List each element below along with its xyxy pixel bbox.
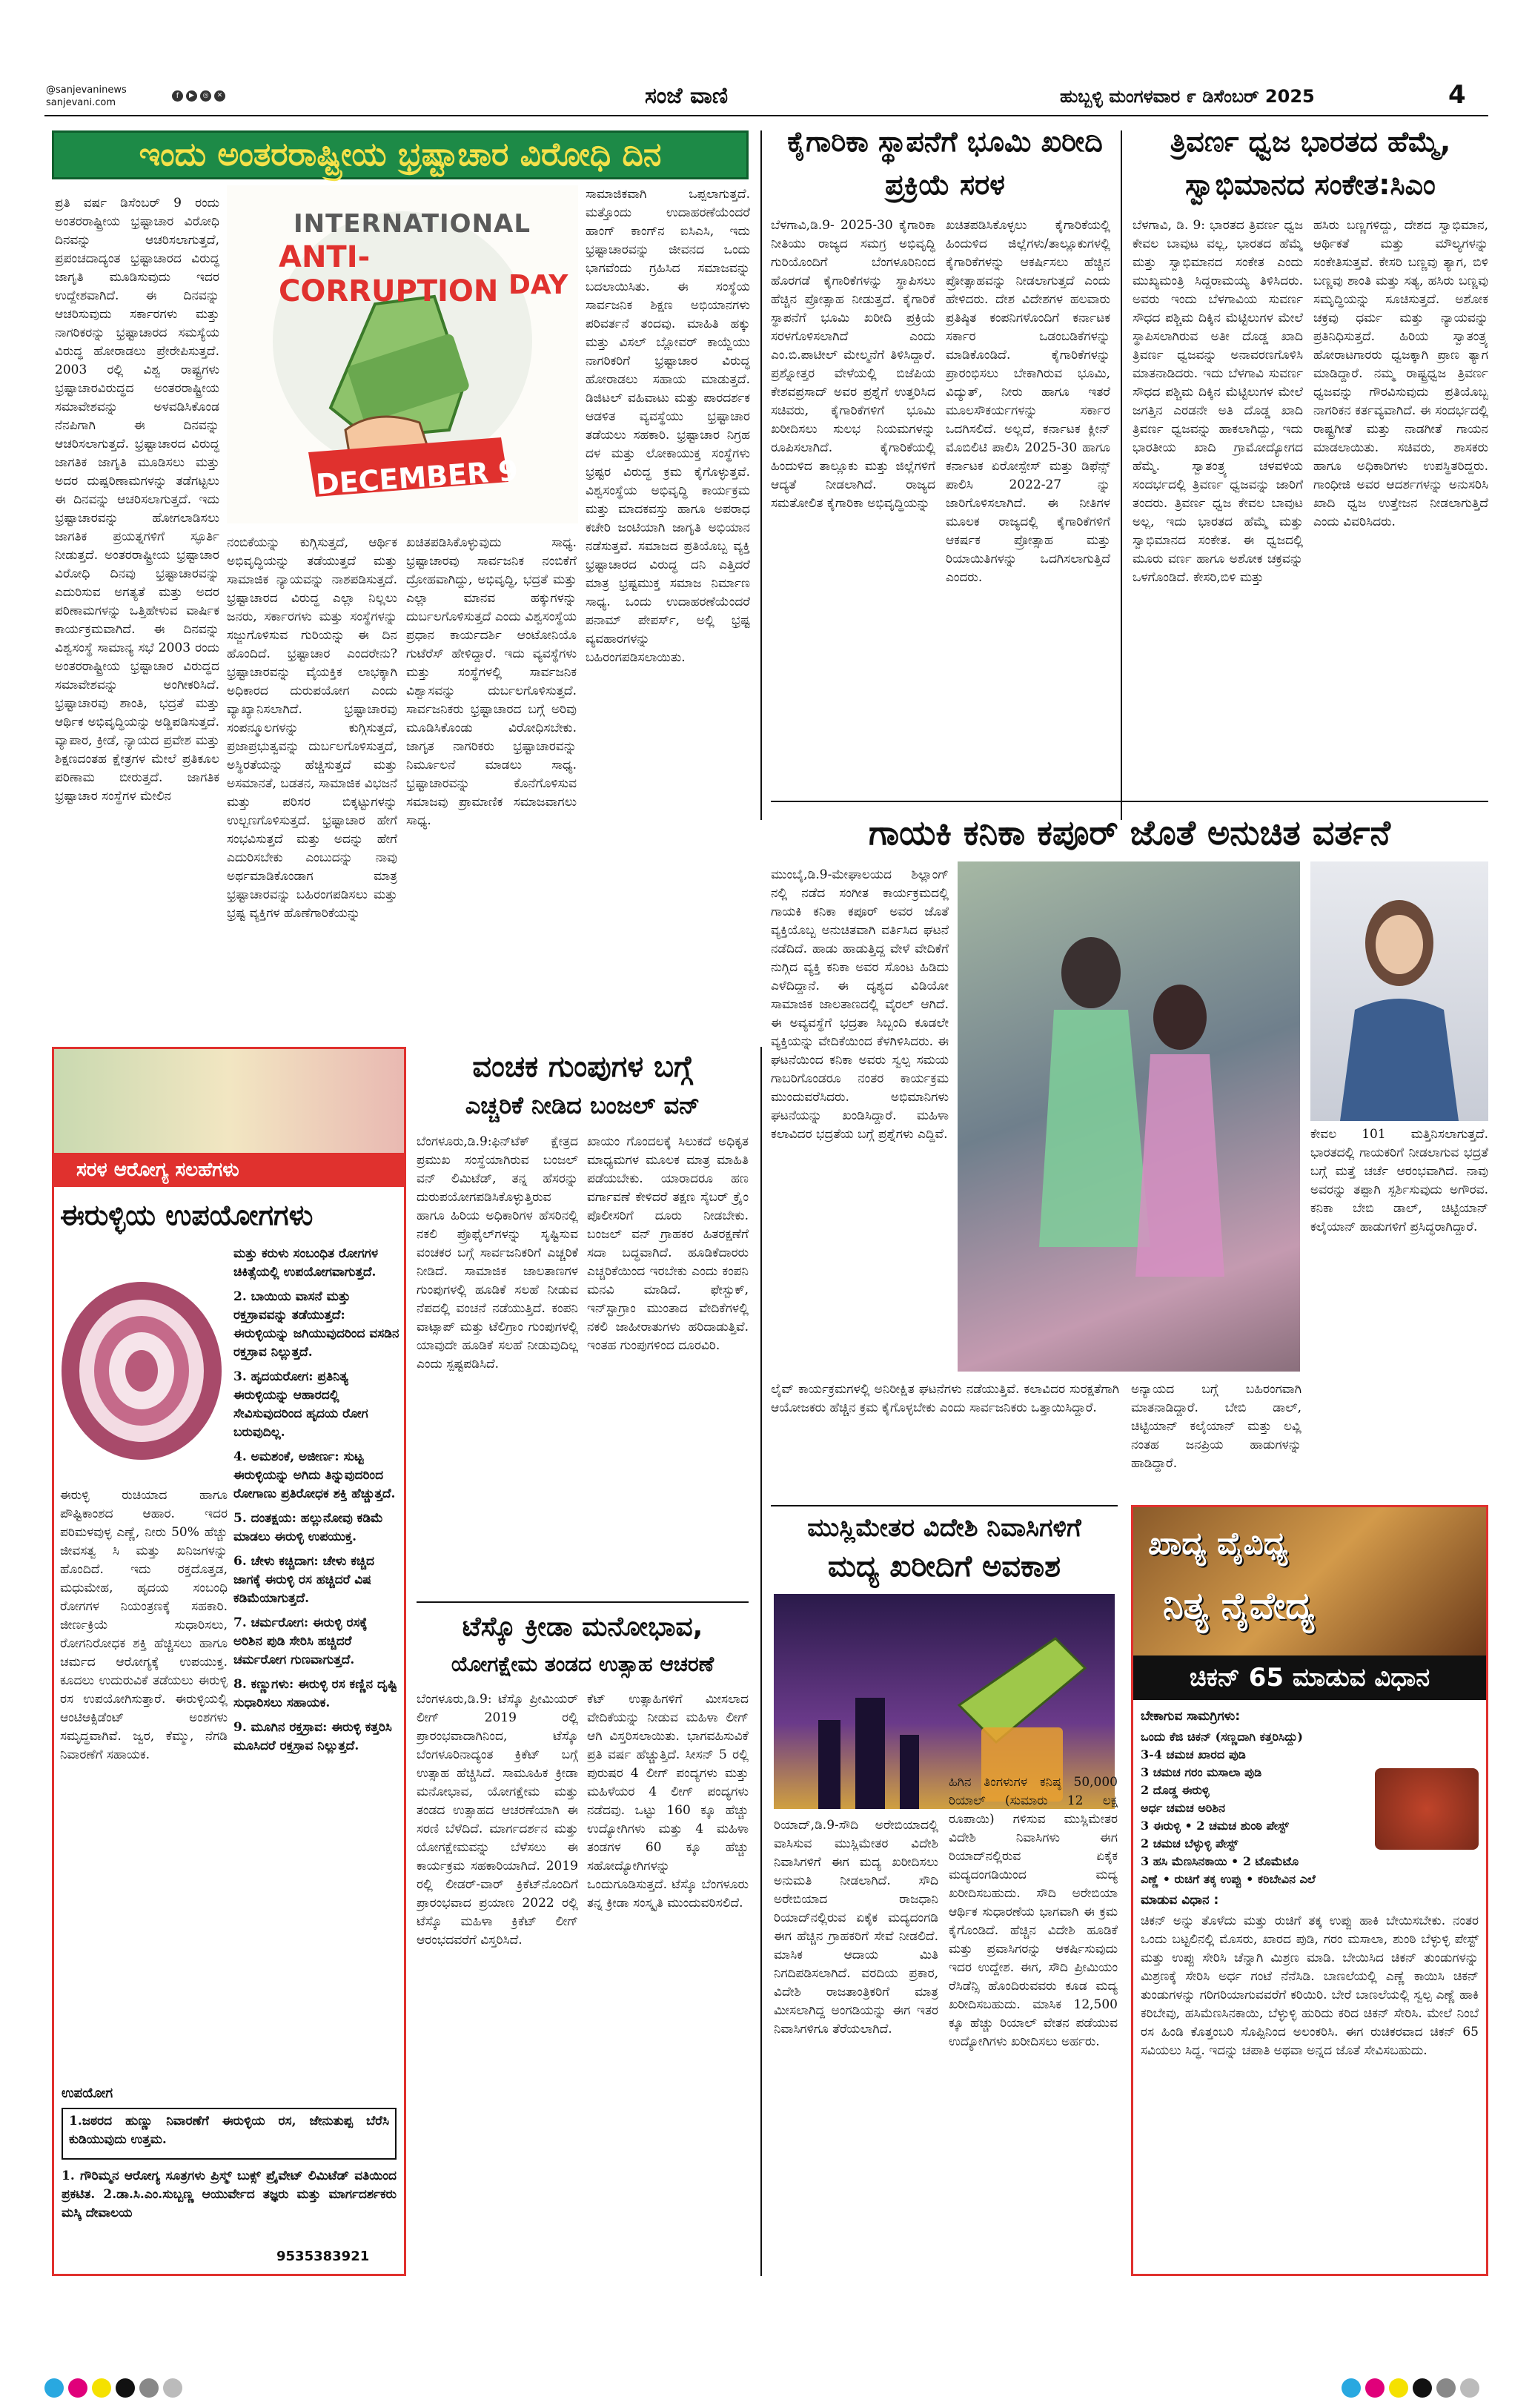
site-link[interactable]: sanjevani.com [46, 97, 116, 108]
kanika-bottom-text: ಅನ್ಯಾಯದ ಬಗ್ಗೆ ಬಹಿರಂಗವಾಗಿ ಮಾತನಾಡಿದ್ದಾರೆ. ಬೇಬಿ ಡಾಲ್, ಚಿಟ್ಟಿಯಾನ್ ಕಲೈಯಾನ್ ಮತ್ತು ಲವ್ಲಿ ನಂತಹ ಜನಪ್ರಿಯ ಹಾಡುಗಳನ್ನು ಹಾಡಿದ್ದಾರೆ. [1131, 1382, 1301, 1471]
kanika-headline: ಗಾಯಕಿ ಕನಿಕಾ ಕಪೂರ್ ಜೊತೆ ಅನುಚಿತ ವರ್ತನೆ [869, 813, 1390, 853]
tip-item: ಮತ್ತು ಕರುಳು ಸಂಬಂಧಿತ ರೋಗಗಳ ಚಿಕಿತ್ಸೆಯಲ್ಲಿ ಉಪಯೋಗವಾಗುತ್ತದೆ. [233, 1246, 379, 1280]
rule-saudi-top [771, 1505, 1118, 1506]
ingredient-item: ಒಂದು ಕೆಜಿ ಚಿಕನ್ (ಸಣ್ಣದಾಗಿ ಕತ್ತರಿಸಿದ್ದು) [1141, 1730, 1304, 1744]
food-column [1131, 1505, 1488, 2276]
kanika-caption: ಲೈವ್ ಕಾರ್ಯಕ್ರಮಗಳಲ್ಲಿ ಅನಿರೀಕ್ಷಿತ ಘಟನೆಗಳು ನಡೆಯುತ್ತಿವೆ. ಕಲಾವಿದರ ಸುರಕ್ಷತೆಗಾಗಿ ಆಯೋಜಕರು ಹೆಚ್ಚಿನ ಕ್ರಮ ಕೈಗೊಳ್ಳಬೇಕು ಎಂದು ಸಾರ್ವಜನಿಕರು ಒತ್ತಾಯಿಸಿದ್ದಾರೆ. [771, 1382, 1119, 1415]
industry-headline: ಕೈಗಾರಿಕಾ ಸ್ಥಾಪನೆಗೆ ಭೂಮಿ ಖರೀದಿ ಪ್ರಕ್ರಿಯೆ ಸರಳ [787, 125, 1103, 201]
page-number: 4 [1448, 80, 1466, 110]
health-banner-image [54, 1049, 404, 1153]
kanika-stage-photo [958, 861, 1300, 1372]
onion-intro: ಈರುಳ್ಳಿ ರುಚಿಯಾದ ಹಾಗೂ ಪೌಷ್ಟಿಕಾಂಶದ ಆಹಾರ. ಇದರ ಪರಿಮಳವುಳ್ಳ ಎಣ್ಣೆ, ನೀರು 50% ಹೆಚ್ಚು ಜೀವಸತ್ವ ಸಿ ಮತ್ತು ಖನಿಜಗಳನ್ನು ಹೊಂದಿದೆ. ಇದು ರಕ್ತದೊತ್ತಡ, ಮಧುಮೇಹ, ಹೃದಯ ಸಂಬಂಧಿ ರೋಗಗಳ ನಿಯಂತ್ರಣಕ್ಕೆ ಸಹಕಾರಿ. ಜೀರ್ಣಕ್ರಿಯೆ ಸುಧಾರಿಸಲು, ರೋಗನಿರೋಧಕ ಶಕ್ತಿ ಹೆಚ್ಚಿಸಲು ಹಾಗೂ ಚರ್ಮದ ಆರೋಗ್ಯಕ್ಕೆ ಉಪಯುಕ್ತ. ಕೂದಲು ಉದುರುವಿಕೆ ತಡೆಯಲು ಈರುಳ್ಳಿ ರಸ ಉಪಯೋಗಿಸುತ್ತಾರೆ. ಈರುಳ್ಳಿಯಲ್ಲಿ ಆಂಟಿಆಕ್ಸಿಡೆಂಟ್ ಅಂಶಗಳು ಸಮೃದ್ಧವಾಗಿವೆ. ಜ್ವರ, ಕೆಮ್ಮು, ನೆಗಡಿ ನಿವಾರಣೆಗೆ ಸಹಾಯಕ. [60, 1488, 228, 1762]
kanika-side-text: ಕೇವಲ 101 ಮತ್ತಿನಿಸಲಾಗುತ್ತದೆ. ಭಾರತದಲ್ಲಿ ಗಾಯಕರಿಗೆ ನೀಡಲಾಗುವ ಭದ್ರತೆ ಬಗ್ಗೆ ಮತ್ತೆ ಚರ್ಚೆ ಆರಂಭವಾಗಿದೆ. ನಾವು ಅವರನ್ನು ತಪ್ಪಾಗಿ ಸ್ಪರ್ಶಿಸುವುದು ಅಗೌರವ. ಕನಿಕಾ ಬೇಬಿ ಡಾಲ್, ಚಿಟ್ಟಿಯಾನ್ ಕಲೈಯಾನ್ ಹಾಡುಗಳಿಗೆ ಪ್ರಸಿದ್ಧರಾಗಿದ್ದಾರೆ. [1310, 1127, 1488, 1234]
social-handle[interactable]: @sanjevaninews [46, 85, 127, 96]
onion-headline: ಈರುಳ್ಳಿಯ ಉಪಯೋಗಗಳು [60, 1199, 314, 1231]
fraud-headline-top: ವಂಚಕ ಗುಂಪುಗಳ ಬಗ್ಗೆ [472, 1050, 693, 1084]
health-credits: 1. ಗೌರಿಮ್ಮನ ಆರೋಗ್ಯ ಸೂತ್ರಗಳು ಪ್ರಿಸ್ಮ್ ಬುಕ್ಸ್ ಪ್ರೈವೇಟ್ ಲಿಮಿಟೆಡ್ ವತಿಯಿಂದ ಪ್ರಕಟಿತ. 2.ಡಾ.ಸಿ.ಎಂ.ಸುಬ್ಬಣ್ಣ ಆಯುರ್ವೇದ ತಜ್ಞರು ಮತ್ತು ಮಾರ್ಗದರ್ಶಕರು ಮಸ್ಕಿ ದೇವಾಲಯ [62, 2169, 397, 2220]
story1-col3: ಖಚಿತಪಡಿಸಿಕೊಳ್ಳುವುದು ಸಾಧ್ಯ. ಭ್ರಷ್ಟಾಚಾರವು ಸಾರ್ವಜನಿಕ ನಂಬಿಕೆಗೆ ದ್ರೋಹವಾಗಿದ್ದು, ಅಭಿವೃದ್ಧಿ, ಭದ್ರತೆ ಮತ್ತು ಎಲ್ಲಾ ಮಾನವ ಹಕ್ಕುಗಳನ್ನು ದುರ್ಬಲಗೊಳಿಸುತ್ತದೆ ಎಂದು ವಿಶ್ವಸಂಸ್ಥೆಯ ಪ್ರಧಾನ ಕಾರ್ಯದರ್ಶಿ ಆಂಟೋನಿಯೊ ಗುಟೆರೆಸ್ ಹೇಳಿದ್ದಾರೆ. ಇದು ವ್ಯವಸ್ಥೆಗಳು ಮತ್ತು ಸಂಸ್ಥೆಗಳಲ್ಲಿ ಸಾರ್ವಜನಿಕ ವಿಶ್ವಾಸವನ್ನು ದುರ್ಬಲಗೊಳಿಸುತ್ತದೆ. ಸಾರ್ವಜನಿಕರು ಭ್ರಷ್ಟಾಚಾರದ ಬಗ್ಗೆ ಅರಿವು ಮೂಡಿಸಿಕೊಂಡು ವಿರೋಧಿಸಬೇಕು. ಜಾಗೃತ ನಾಗರಿಕರು ಭ್ರಷ್ಟಾಚಾರವನ್ನು ನಿರ್ಮೂಲನೆ ಮಾಡಲು ಸಾಧ್ಯ. ಭ್ರಷ್ಟಾಚಾರವನ್ನು ಕೊನೆಗೊಳಿಸುವ ಸಮಾಜವು ಪ್ರಾಮಾಣಿಕ ಸಮಾಜವಾಗಲು ಸಾಧ್ಯ. [406, 535, 577, 828]
health-phone[interactable]: 9535383921 [276, 2249, 370, 2264]
food-method: ಚಿಕನ್ ಅನ್ನು ತೊಳೆದು ಮತ್ತು ರುಚಿಗೆ ತಕ್ಕ ಉಪ್ಪು ಹಾಕಿ ಬೇಯಿಸಬೇಕು. ನಂತರ ಒಂದು ಬಟ್ಟಲಿನಲ್ಲಿ ಮೊಸರು, ಖಾರದ ಪುಡಿ, ಗರಂ ಮಸಾಲಾ, ಶುಂಠಿ ಬೆಳ್ಳುಳ್ಳಿ ಪೇಸ್ಟ್ ಮತ್ತು ಉಪ್ಪು ಸೇರಿಸಿ ಚೆನ್ನಾಗಿ ಮಿಶ್ರಣ ಮಾಡಿ. ಬೇಯಿಸಿದ ಚಿಕನ್ ತುಂಡುಗಳನ್ನು ಮಿಶ್ರಣಕ್ಕೆ ಸೇರಿಸಿ ಅರ್ಧ ಗಂಟೆ ನೆನೆಸಿಡಿ. ಬಾಣಲೆಯಲ್ಲಿ ಎಣ್ಣೆ ಕಾಯಿಸಿ ಚಿಕನ್ ತುಂಡುಗಳನ್ನು ಗರಿಗರಿಯಾಗುವವರೆಗೆ ಕರಿಯಿರಿ. ಬೇರೆ ಬಾಣಲೆಯಲ್ಲಿ ಸ್ವಲ್ಪ ಎಣ್ಣೆ ಹಾಕಿ ಕರಿಬೇವು, ಹಸಿಮೆಣಸಿನಕಾಯಿ, ಬೆಳ್ಳುಳ್ಳಿ ಹುರಿದು ಕರಿದ ಚಿಕನ್ ಸೇರಿಸಿ. ಮೇಲೆ ನಿಂಬೆ ರಸ ಹಿಂಡಿ ಕೊತ್ತಂಬರಿ ಸೊಪ್ಪಿನಿಂದ ಅಲಂಕರಿಸಿ. ಈಗ ರುಚಿಕರವಾದ ಚಿಕನ್ 65 ಸವಿಯಲು ಸಿದ್ಧ. ಇದನ್ನು ಚಪಾತಿ ಅಥವಾ ಅನ್ನದ ಜೊತೆ ಸೇವಿಸಬಹುದು. [1141, 1914, 1479, 2058]
social-icons [172, 90, 225, 102]
divider-v2 [1121, 130, 1122, 820]
food-banner-line2: ನಿತ್ಯ ನೈವೇದ್ಯ [1163, 1584, 1315, 1627]
tip-item: 6. ಚೇಳು ಕಚ್ಚಿದಾಗ: ಚೇಳು ಕಚ್ಚಿದ ಜಾಗಕ್ಕೆ ಈರುಳ್ಳಿ ರಸ ಹಚ್ಚಿದರೆ ವಿಷ ಕಡಿಮೆಯಾಗುತ್ತದೆ. [233, 1554, 375, 1606]
food-headline-bar [1133, 1656, 1486, 1700]
onion-image [54, 1245, 229, 1478]
tip-item: 4. ಅಮಶಂಕೆ, ಅಜೀರ್ಣ: ಸುಟ್ಟ ಈರುಳ್ಳಿಯನ್ನು ಅಗಿದು ತಿನ್ನುವುದರಿಂದ ರೋಗಾಣು ಪ್ರತಿರೋಧಕ ಶಕ್ತಿ ಹೆಚ್ಚುತ್ತದೆ. [233, 1449, 396, 1501]
image-line3: DAY [508, 270, 568, 300]
masthead-rule [44, 115, 1488, 116]
ingredient-item: 3 ಚಮಚ ಗರಂ ಮಸಾಲಾ ಪುಡಿ [1141, 1765, 1262, 1779]
rule-tesco-top [417, 1601, 749, 1603]
story1-col4: ಸಾಮಾಜಿಕವಾಗಿ ಒಪ್ಪಲಾಗುತ್ತದೆ. ಮತ್ತೊಂದು ಉದಾಹರಣೆಯೆಂದರೆ ಹಾಂಗ್ ಕಾಂಗ್‌ನ ಐಸಿಎಸಿ, ಇದು ಭ್ರಷ್ಟಾಚಾರವನ್ನು ಜೀವನದ ಒಂದು ಭಾಗವೆಂದು ಗ್ರಹಿಸಿದ ಸಮಾಜವನ್ನು ಬದಲಾಯಿಸಿತು. ಈ ಸಂಸ್ಥೆಯ ಸಾರ್ವಜನಿಕ ಶಿಕ್ಷಣ ಅಭಿಯಾನಗಳು ಪರಿವರ್ತನೆ ತಂದವು. ಮಾಹಿತಿ ಹಕ್ಕು ಮತ್ತು ವಿಸಲ್ ಬ್ಲೋವರ್ ಕಾಯ್ದೆಯು ನಾಗರಿಕರಿಗೆ ಭ್ರಷ್ಟಾಚಾರ ವಿರುದ್ಧ ಹೋರಾಡಲು ಸಹಾಯ ಮಾಡುತ್ತದೆ. ಡಿಜಿಟಲ್ ವಹಿವಾಟು ಮತ್ತು ಪಾರದರ್ಶಕ ಆಡಳಿತ ವ್ಯವಸ್ಥೆಯು ಭ್ರಷ್ಟಾಚಾರ ತಡೆಯಲು ಸಹಕಾರಿ. ಭ್ರಷ್ಟಾಚಾರ ನಿಗ್ರಹ ದಳ ಮತ್ತು ಲೋಕಾಯುಕ್ತ ಸಂಸ್ಥೆಗಳು ಭ್ರಷ್ಟರ ವಿರುದ್ಧ ಕ್ರಮ ಕೈಗೊಳ್ಳುತ್ತವೆ. ವಿಶ್ವಸಂಸ್ಥೆಯ ಅಭಿವೃದ್ಧಿ ಕಾರ್ಯಕ್ರಮ ಮತ್ತು ಮಾದಕವಸ್ತು ಹಾಗೂ ಅಪರಾಧ ಕಚೇರಿ ಜಂಟಿಯಾಗಿ ಜಾಗೃತಿ ಅಭಿಯಾನ ನಡೆಸುತ್ತವೆ. ಸಮಾಜದ ಪ್ರತಿಯೊಬ್ಬ ವ್ಯಕ್ತಿ ಭ್ರಷ್ಟಾಚಾರದ ವಿರುದ್ಧ ದನಿ ಎತ್ತಿದರೆ ಮಾತ್ರ ಭ್ರಷ್ಟಮುಕ್ತ ಸಮಾಜ ನಿರ್ಮಾಣ ಸಾಧ್ಯ. ಒಂದು ಉದಾಹರಣೆಯೆಂದರೆ ಪನಾಮ್ ಪೇಪರ್ಸ್, ಅಲ್ಲಿ ಭ್ರಷ್ಟ ವ್ಯವಹಾರಗಳನ್ನು ಬಹಿರಂಗಪಡಿಸಲಾಯಿತು. [586, 187, 750, 665]
health-section-title: ಸರಳ ಆರೋಗ್ಯ ಸಲಹೆಗಳು [76, 1159, 239, 1181]
instagram-icon[interactable]: ◎ [200, 90, 211, 102]
story2-col2: ಖಚಿತಪಡಿಸಿಕೊಳ್ಳಲು ಕೈಗಾರಿಕೆಯಲ್ಲಿ ಹಿಂದುಳಿದ ಜಿಲ್ಲೆಗಳು/ತಾಲ್ಲೂಕುಗಳಲ್ಲಿ ಕೈಗಾರಿಕೆಗಳನ್ನು ಆಕರ್ಷಿಸಲು ಹೆಚ್ಚಿನ ಪ್ರೋತ್ಸಾಹವನ್ನು ನೀಡಲಾಗುತ್ತದೆ ಎಂದು ಹೇಳಿದರು. ದೇಶ ವಿದೇಶಗಳ ಹಲವಾರು ಪ್ರತಿಷ್ಠಿತ ಕಂಪನಿಗಳೊಂದಿಗೆ ಕರ್ನಾಟಕ ಸರ್ಕಾರ ಒಡಂಬಡಿಕೆಗಳನ್ನು ಮಾಡಿಕೊಂಡಿದೆ. ಕೈಗಾರಿಕೆಗಳನ್ನು ಪ್ರಾರಂಭಿಸಲು ಬೇಕಾಗಿರುವ ಭೂಮಿ, ವಿದ್ಯುತ್, ನೀರು ಹಾಗೂ ಇತರೆ ಮೂಲಸೌಕರ್ಯಗಳನ್ನು ಸರ್ಕಾರ ಒದಗಿಸಲಿದೆ. ಅಲ್ಲದೆ, ಕರ್ನಾಟಕ ಕ್ಲೀನ್ ಮೊಬಿಲಿಟಿ ಪಾಲಿಸಿ 2025-30 ಹಾಗೂ ಕರ್ನಾಟಕ ಏರೋಸ್ಪೇಸ್ ಮತ್ತು ಡಿಫೆನ್ಸ್ ಪಾಲಿಸಿ 2022-27 ನ್ನು ಜಾರಿಗೊಳಿಸಲಾಗಿದೆ. ಈ ನೀತಿಗಳ ಮೂಲಕ ರಾಜ್ಯದಲ್ಲಿ ಕೈಗಾರಿಕೆಗಳಿಗೆ ಆಕರ್ಷಕ ಪ್ರೋತ್ಸಾಹ ಮತ್ತು ರಿಯಾಯಿತಿಗಳನ್ನು ಒದಗಿಸಲಾಗುತ್ತಿದೆ ಎಂದರು. [946, 218, 1110, 585]
facebook-icon[interactable]: f [172, 90, 183, 102]
story4-col1: ಮುಂಬೈ,ಡಿ.9-ಮೇಘಾಲಯದ ಶಿಲ್ಲಾಂಗ್ ನಲ್ಲಿ ನಡೆದ ಸಂಗೀತ ಕಾರ್ಯಕ್ರಮದಲ್ಲಿ ಗಾಯಕಿ ಕನಿಕಾ ಕಪೂರ್ ಅವರ ಜೊತೆ ವ್ಯಕ್ತಿಯೊಬ್ಬ ಅನುಚಿತವಾಗಿ ವರ್ತಿಸಿದ ಘಟನೆ ನಡೆದಿದೆ. ಹಾಡು ಹಾಡುತ್ತಿದ್ದ ವೇಳೆ ವೇದಿಕೆಗೆ ನುಗ್ಗಿದ ವ್ಯಕ್ತಿ ಕನಿಕಾ ಅವರ ಸೊಂಟ ಹಿಡಿದು ಎಳೆದಿದ್ದಾನೆ. ಈ ದೃಶ್ಯದ ವಿಡಿಯೋ ಸಾಮಾಜಿಕ ಜಾಲತಾಣದಲ್ಲಿ ವೈರಲ್ ಆಗಿದೆ. ಈ ಅವ್ಯವಸ್ಥೆಗೆ ಭದ್ರತಾ ಸಿಬ್ಬಂದಿ ಕೂಡಲೇ ವ್ಯಕ್ತಿಯನ್ನು ವೇದಿಕೆಯಿಂದ ಕೆಳಗಿಳಿಸಿದರು. ಈ ಘಟನೆಯಿಂದ ಕನಿಕಾ ಅವರು ಸ್ವಲ್ಪ ಸಮಯ ಗಾಬರಿಗೊಂಡರೂ ನಂತರ ಕಾರ್ಯಕ್ರಮ ಮುಂದುವರೆಸಿದರು. ಅಭಿಮಾನಿಗಳು ಘಟನೆಯನ್ನು ಖಂಡಿಸಿದ್ದಾರೆ. ಮಹಿಳಾ ಕಲಾವಿದರ ಭದ್ರತೆಯ ಬಗ್ಗೆ ಪ್ರಶ್ನೆಗಳು ಎದ್ದಿವೆ. [771, 867, 949, 1142]
story3-col2: ಹಸಿರು ಬಣ್ಣಗಳಿದ್ದು, ದೇಶದ ಸ್ವಾಭಿಮಾನ, ಆರ್ಥಿಕತೆ ಮತ್ತು ಮೌಲ್ಯಗಳನ್ನು ಸಂಕೇತಿಸುತ್ತವೆ. ಕೇಸರಿ ಬಣ್ಣವು ತ್ಯಾಗ, ಬಿಳಿ ಬಣ್ಣವು ಶಾಂತಿ ಮತ್ತು ಸತ್ಯ, ಹಸಿರು ಬಣ್ಣವು ಸಮೃದ್ಧಿಯನ್ನು ಸೂಚಿಸುತ್ತದೆ. ಅಶೋಕ ಚಕ್ರವು ಧರ್ಮ ಮತ್ತು ನ್ಯಾಯವನ್ನು ಪ್ರತಿನಿಧಿಸುತ್ತದೆ. ಹಿರಿಯ ಸ್ವಾತಂತ್ರ್ಯ ಹೋರಾಟಗಾರರು ಧ್ವಜಕ್ಕಾಗಿ ಪ್ರಾಣ ತ್ಯಾಗ ಮಾಡಿದ್ದಾರೆ. ನಮ್ಮ ರಾಷ್ಟ್ರಧ್ವಜ ತ್ರಿವರ್ಣ ಧ್ವಜವನ್ನು ಗೌರವಿಸುವುದು ಪ್ರತಿಯೊಬ್ಬ ನಾಗರಿಕನ ಕರ್ತವ್ಯವಾಗಿದೆ. ಈ ಸಂದರ್ಭದಲ್ಲಿ ರಾಷ್ಟ್ರಗೀತೆ ಮತ್ತು ನಾಡಗೀತೆ ಗಾಯನ ಮಾಡಲಾಯಿತು. ಸಚಿವರು, ಶಾಸಕರು ಹಾಗೂ ಅಧಿಕಾರಿಗಳು ಉಪಸ್ಥಿತರಿದ್ದರು. ಗಾಂಧೀಜಿ ಅವರ ಆದರ್ಶಗಳನ್ನು ಅನುಸರಿಸಿ ಖಾದಿ ಧ್ವಜ ಉತ್ತೇಜನ ನೀಡಲಾಗುತ್ತಿದೆ ಎಂದು ವಿವರಿಸಿದರು. [1313, 218, 1488, 529]
story5-col1: ಬೆಂಗಳೂರು,ಡಿ.9:ಫಿನ್‌ಟೆಕ್ ಕ್ಷೇತ್ರದ ಪ್ರಮುಖ ಸಂಸ್ಥೆಯಾಗಿರುವ ಬಂಜಲ್ ವನ್ ಲಿಮಿಟೆಡ್, ತನ್ನ ಹೆಸರನ್ನು ದುರುಪಯೋಗಪಡಿಸಿಕೊಳ್ಳುತ್ತಿರುವ ಹಾಗೂ ಹಿರಿಯ ಅಧಿಕಾರಿಗಳ ಹೆಸರಿನಲ್ಲಿ ನಕಲಿ ಪ್ರೊಫೈಲ್‌ಗಳನ್ನು ಸೃಷ್ಟಿಸುವ ವಂಚಕರ ಬಗ್ಗೆ ಸಾರ್ವಜನಿಕರಿಗೆ ಎಚ್ಚರಿಕೆ ನೀಡಿದೆ. ಸಾಮಾಜಿಕ ಜಾಲತಾಣಗಳ ಗುಂಪುಗಳಲ್ಲಿ ಹೂಡಿಕೆ ಸಲಹೆ ನೀಡುವ ನೆಪದಲ್ಲಿ ವಂಚನೆ ನಡೆಯುತ್ತಿದೆ. ಕಂಪನಿ ವಾಟ್ಸಾಪ್ ಮತ್ತು ಟೆಲಿಗ್ರಾಂ ಗುಂಪುಗಳಲ್ಲಿ ಯಾವುದೇ ಹೂಡಿಕೆ ಸಲಹೆ ನೀಡುವುದಿಲ್ಲ ಎಂದು ಸ್ಪಷ್ಟಪಡಿಸಿದೆ. [417, 1134, 578, 1372]
divider-v3 [760, 1047, 762, 2276]
rule-kanika-top [771, 801, 1488, 802]
youtube-icon[interactable]: ▶ [186, 90, 197, 102]
stage-figures [958, 861, 1300, 1372]
story1-col2: ನಂಬಿಕೆಯನ್ನು ಕುಗ್ಗಿಸುತ್ತದೆ, ಆರ್ಥಿಕ ಅಭಿವೃದ್ಧಿಯನ್ನು ತಡೆಯುತ್ತದೆ ಮತ್ತು ಸಾಮಾಜಿಕ ನ್ಯಾಯವನ್ನು ನಾಶಪಡಿಸುತ್ತದೆ. ಭ್ರಷ್ಟಾಚಾರದ ವಿರುದ್ಧ ಎಲ್ಲಾ ನಿಲ್ಲಲು ಜನರು, ಸರ್ಕಾರಗಳು ಮತ್ತು ಸಂಸ್ಥೆಗಳನ್ನು ಸಜ್ಜುಗೊಳಿಸುವ ಗುರಿಯನ್ನು ಈ ದಿನ ಹೊಂದಿದೆ. ಭ್ರಷ್ಟಾಚಾರ ಎಂದರೇನು? ಭ್ರಷ್ಟಾಚಾರವನ್ನು ವೈಯಕ್ತಿಕ ಲಾಭಕ್ಕಾಗಿ ಅಧಿಕಾರದ ದುರುಪಯೋಗ ಎಂದು ವ್ಯಾಖ್ಯಾನಿಸಲಾಗಿದೆ. ಭ್ರಷ್ಟಾಚಾರವು ಸಂಪನ್ಮೂಲಗಳನ್ನು ಕುಗ್ಗಿಸುತ್ತದೆ, ಪ್ರಜಾಪ್ರಭುತ್ವವನ್ನು ದುರ್ಬಲಗೊಳಿಸುತ್ತದೆ, ಅಸ್ಥಿರತೆಯನ್ನು ಹೆಚ್ಚಿಸುತ್ತದೆ ಮತ್ತು ಅಸಮಾನತೆ, ಬಡತನ, ಸಾಮಾಜಿಕ ವಿಭಜನೆ ಮತ್ತು ಪರಿಸರ ಬಿಕ್ಕಟ್ಟುಗಳನ್ನು ಉಲ್ಬಣಗೊಳಿಸುತ್ತದೆ. ಭ್ರಷ್ಟಾಚಾರ ಹೇಗೆ ಸಂಭವಿಸುತ್ತದೆ ಮತ್ತು ಅದನ್ನು ಹೇಗೆ ಎದುರಿಸಬೇಕು ಎಂಬುದನ್ನು ನಾವು ಅರ್ಥಮಾಡಿಕೊಂಡಾಗ ಮಾತ್ರ ಭ್ರಷ್ಟಾಚಾರವನ್ನು ಬಹಿರಂಗಪಡಿಸಲು ಮತ್ತು ಭ್ರಷ್ಟ ವ್ಯಕ್ತಿಗಳ ಹೊಣೆಗಾರಿಕೆಯನ್ನು [227, 535, 397, 921]
usage-box: 1.ಜಠರದ ಹುಣ್ಣು ನಿವಾರಣೆಗೆ ಈರುಳ್ಳಿಯ ರಸ, ಜೇನುತುಪ್ಪ ಬೆರೆಸಿ ಕುಡಿಯುವುದು ಉತ್ತಮ. [62, 2108, 397, 2160]
story2-col1: ಬೆಳಗಾವಿ,ಡಿ.9- 2025-30 ಕೈಗಾರಿಕಾ ನೀತಿಯು ರಾಜ್ಯದ ಸಮಗ್ರ ಅಭಿವೃದ್ಧಿ ಗುರಿಯೊಂದಿಗೆ ಬೆಂಗಳೂರಿನಿಂದ ಹೊರಗಡೆ ಕೈಗಾರಿಕೆಗಳನ್ನು ಸ್ಥಾಪಿಸಲು ಹೆಚ್ಚಿನ ಪ್ರೋತ್ಸಾಹ ನೀಡುತ್ತದೆ. ಕೈಗಾರಿಕೆ ಸ್ಥಾಪನೆಗೆ ಭೂಮಿ ಖರೀದಿ ಪ್ರಕ್ರಿಯೆ ಸರಳಗೊಳಿಸಲಾಗಿದೆ ಎಂದು ಎಂ.ಬಿ.ಪಾಟೀಲ್ ಮೇಲ್ಮನೆಗೆ ತಿಳಿಸಿದ್ದಾರೆ. ಪ್ರಶ್ನೋತ್ತರ ವೇಳೆಯಲ್ಲಿ ಬಿಜೆಪಿಯ ಕೇಶವಪ್ರಸಾದ್ ಅವರ ಪ್ರಶ್ನೆಗೆ ಉತ್ತರಿಸಿದ ಸಚಿವರು, ಕೈಗಾರಿಕೆಗಳಿಗೆ ಭೂಮಿ ಖರೀದಿಸಲು ಸುಲಭ ನಿಯಮಗಳನ್ನು ರೂಪಿಸಲಾಗಿದೆ. ಕೈಗಾರಿಕೆಯಲ್ಲಿ ಹಿಂದುಳಿದ ತಾಲ್ಲೂಕು ಮತ್ತು ಜಿಲ್ಲೆಗಳಿಗೆ ಆದ್ಯತೆ ನೀಡಲಾಗಿದೆ. ರಾಜ್ಯದ ಸಮತೋಲಿತ ಕೈಗಾರಿಕಾ ಅಭಿವೃದ್ಧಿಯನ್ನು [771, 218, 935, 511]
story1-col1: ಪ್ರತಿ ವರ್ಷ ಡಿಸೆಂಬರ್ 9 ರಂದು ಅಂತರರಾಷ್ಟ್ರೀಯ ಭ್ರಷ್ಟಾಚಾರ ವಿರೋಧಿ ದಿನವನ್ನು ಆಚರಿಸಲಾಗುತ್ತದೆ, ಪ್ರಪಂಚದಾದ್ಯಂತ ಭ್ರಷ್ಟಾಚಾರದ ವಿರುದ್ಧ ಜಾಗೃತಿ ಮೂಡಿಸುವುದು ಇದರ ಉದ್ದೇಶವಾಗಿದೆ. ಈ ದಿನವನ್ನು ಆಚರಿಸುವುದು ಸರ್ಕಾರಗಳು ಮತ್ತು ನಾಗರಿಕರನ್ನು ಭ್ರಷ್ಟಾಚಾರದ ಸಮಸ್ಯೆಯ ವಿರುದ್ಧ ಹೋರಾಡಲು ಪ್ರೇರೇಪಿಸುತ್ತದೆ. 2003 ರಲ್ಲಿ ವಿಶ್ವ ರಾಷ್ಟ್ರಗಳು ಭ್ರಷ್ಟಾಚಾರವಿರುದ್ಧದ ಅಂತರರಾಷ್ಟ್ರೀಯ ಸಮಾವೇಶವನ್ನು ಅಳವಡಿಸಿಕೊಂಡ ನೆನಪಿಗಾಗಿ ಈ ದಿನವನ್ನು ಆಚರಿಸಲಾಗುತ್ತದೆ. ಭ್ರಷ್ಟಾಚಾರದ ವಿರುದ್ಧ ಜಾಗತಿಕ ಜಾಗೃತಿ ಮೂಡಿಸಲು ಮತ್ತು ಅದರ ದುಷ್ಪರಿಣಾಮಗಳನ್ನು ತಡೆಗಟ್ಟಲು ಈ ದಿನವನ್ನು ಆಚರಿಸಲಾಗುತ್ತದೆ. ಇದು ಭ್ರಷ್ಟಾಚಾರವನ್ನು ಹೋಗಲಾಡಿಸಲು ಜಾಗತಿಕ ಪ್ರಯತ್ನಗಳಿಗೆ ಸ್ಫೂರ್ತಿ ನೀಡುತ್ತದೆ. ಅಂತರರಾಷ್ಟ್ರೀಯ ಭ್ರಷ್ಟಾಚಾರ ವಿರೋಧಿ ದಿನವು ಭ್ರಷ್ಟಾಚಾರವನ್ನು ಎದುರಿಸುವ ಅಗತ್ಯತೆ ಮತ್ತು ಅದರ ಪರಿಣಾಮಗಳನ್ನು ಒತ್ತಿಹೇಳುವ ವಾರ್ಷಿಕ ಕಾರ್ಯಕ್ರಮವಾಗಿದೆ. ಈ ದಿನವನ್ನು ವಿಶ್ವಸಂಸ್ಥೆ ಸಾಮಾನ್ಯ ಸಭೆ 2003 ರಂದು ಅಂತರರಾಷ್ಟ್ರೀಯ ಭ್ರಷ್ಟಾಚಾರ ವಿರುದ್ಧದ ಸಮಾವೇಶವನ್ನು ಅಂಗೀಕರಿಸಿದೆ. ಭ್ರಷ್ಟಾಚಾರವು ಶಾಂತಿ, ಭದ್ರತೆ ಮತ್ತು ಆರ್ಥಿಕ ಅಭಿವೃದ್ಧಿಯನ್ನು ಅಡ್ಡಿಪಡಿಸುತ್ತದೆ. ವ್ಯಾಪಾರ, ಕ್ರೀಡೆ, ನ್ಯಾಯದ ಪ್ರವೇಶ ಮತ್ತು ಶಿಕ್ಷಣದಂತಹ ಕ್ಷೇತ್ರಗಳ ಮೇಲೆ ಪ್ರತಿಕೂಲ ಪರಿಣಾಮ ಬೀರುತ್ತದೆ. ಜಾಗತಿಕ ಭ್ರಷ್ಟಾಚಾರ ಸಂಸ್ಥೆಗಳ ಮೇಲಿನ [55, 196, 219, 804]
fraud-headline-sub: ಎಚ್ಚರಿಕೆ ನೀಡಿದ ಬಂಜಲ್ ವನ್ [465, 1091, 700, 1119]
method-title: ಮಾಡುವ ವಿಧಾನ : [1141, 1893, 1219, 1908]
chicken-photo [1375, 1768, 1479, 1850]
health-section-banner [54, 1153, 404, 1187]
ingredients-title: ಬೇಕಾಗುವ ಸಾಮಗ್ರಿಗಳು: [1141, 1709, 1241, 1724]
ingredient-item: ಎಣ್ಣೆ • ರುಚಿಗೆ ತಕ್ಕ ಉಪ್ಪು • ಕರಿಬೇವಿನ ಎಲೆ [1141, 1872, 1316, 1886]
city-date: ಹುಬ್ಬಳ್ಳಿ ಮಂಗಳವಾರ ೯ ಡಿಸೆಂಬರ್ 2025 [1060, 86, 1315, 107]
tip-item: 9. ಮೂಗಿನ ರಕ್ತಸ್ರಾವ: ಈರುಳ್ಳಿ ಕತ್ತರಿಸಿ ಮೂಸಿದರೆ ರಕ್ತಸ್ರಾವ ನಿಲ್ಲುತ್ತದೆ. [233, 1720, 392, 1753]
story6-col2: ಕೆಟ್ ಉತ್ಸಾಹಿಗಳಿಗೆ ಮೀಸಲಾದ ವೇದಿಕೆಯನ್ನು ನೀಡುವ ಮಹಿಳಾ ಲೀಗ್ ಆಗಿ ವಿಸ್ತರಿಸಲಾಯಿತು. ಭಾಗವಹಿಸುವಿಕೆ ಪ್ರತಿ ವರ್ಷ ಹೆಚ್ಚುತ್ತಿದೆ. ಸೀಸನ್ 5 ರಲ್ಲಿ ಪುರುಷರ 4 ಲೀಗ್ ಪಂದ್ಯಗಳು ಮತ್ತು ಮಹಿಳೆಯರ 4 ಲೀಗ್ ಪಂದ್ಯಗಳು ನಡೆದವು. ಒಟ್ಟು 160 ಕ್ಕೂ ಹೆಚ್ಚು ಉದ್ಯೋಗಿಗಳು ಮತ್ತು 4 ಮಹಿಳಾ ತಂಡಗಳ 60 ಕ್ಕೂ ಹೆಚ್ಚು ಸಹೋದ್ಯೋಗಿಗಳನ್ನು ಒಂದುಗೂಡಿಸುತ್ತದೆ. ಟೆಸ್ಕೊ ಬೆಂಗಳೂರು ತನ್ನ ಕ್ರೀಡಾ ಸಂಸ್ಕೃತಿ ಮುಂದುವರಿಸಲಿದೆ. [587, 1692, 749, 1911]
tip-item: 5. ದಂತಕ್ಷಯ: ಹಲ್ಲುನೋವು ಕಡಿಮೆ ಮಾಡಲು ಈರುಳ್ಳಿ ಉಪಯುಕ್ತ. [233, 1511, 383, 1544]
story3-col1: ಬೆಳಗಾವಿ, ಡಿ. 9: ಭಾರತದ ತ್ರಿವರ್ಣ ಧ್ವಜ ಕೇವಲ ಬಾವುಟ ವಲ್ಲ, ಭಾರತದ ಹೆಮ್ಮೆ ಮತ್ತು ಸ್ವಾಭಿಮಾನದ ಸಂಕೇತ ಎಂದು ಮುಖ್ಯಮಂತ್ರಿ ಸಿದ್ದರಾಮಯ್ಯ ತಿಳಿಸಿದರು. ಅವರು ಇಂದು ಬೆಳಗಾವಿಯ ಸುವರ್ಣ ಸೌಧದ ಪಶ್ಚಿಮ ದಿಕ್ಕಿನ ಮೆಟ್ಟಿಲುಗಳ ಮೇಲೆ ಸ್ಥಾಪಿಸಲಾಗಿರುವ ಅತೀ ದೊಡ್ಡ ಖಾದಿ ತ್ರಿವರ್ಣ ಧ್ವಜವನ್ನು ಅನಾವರಣಗೊಳಿಸಿ ಮಾತನಾಡಿದರು. ಇದು ಬೆಳಗಾವಿ ಸುವರ್ಣ ಸೌಧದ ಪಶ್ಚಿಮ ದಿಕ್ಕಿನ ಮೆಟ್ಟಿಲುಗಳ ಮೇಲೆ ಜಗತ್ತಿನ ಎರಡನೇ ಅತಿ ದೊಡ್ಡ ಖಾದಿ ತ್ರಿವರ್ಣ ಧ್ವಜವನ್ನು ಹಾಕಲಾಗಿದ್ದು, ಇದು ಭಾರತೀಯ ಖಾದಿ ಗ್ರಾಮೋದ್ಯೋಗದ ಹೆಮ್ಮೆ. ಸ್ವಾತಂತ್ರ್ಯ ಚಳವಳಿಯ ಸಂದರ್ಭದಲ್ಲಿ ತ್ರಿವರ್ಣ ಧ್ವಜವನ್ನು ಜಾರಿಗೆ ತಂದರು. ತ್ರಿವರ್ಣ ಧ್ವಜ ಕೇವಲ ಬಾವುಟ ಅಲ್ಲ, ಇದು ಭಾರತದ ಹೆಮ್ಮೆ ಮತ್ತು ಸ್ವಾಭಿಮಾನದ ಸಂಕೇತ. ಈ ಧ್ವಜದಲ್ಲಿ ಮೂರು ವರ್ಣ ಹಾಗೂ ಅಶೋಕ ಚಕ್ರವನ್ನು ಒಳಗೊಂಡಿದೆ. ಕೇಸರಿ,ಬಿಳಿ ಮತ್ತು [1133, 218, 1303, 585]
tip-item: 2. ಬಾಯಿಯ ವಾಸನೆ ಮತ್ತು ರಕ್ತಸ್ರಾವವನ್ನು ತಡೆಯುತ್ತದೆ: ಈರುಳ್ಳಿಯನ್ನು ಜಗಿಯುವುದರಿಂದ ವಸಡಿನ ರಕ್ತಸ್ರಾವ ನಿಲ್ಲುತ್ತದೆ. [233, 1289, 399, 1360]
portrait-figure [1310, 861, 1488, 1121]
saudi-headline-top: ಮುಸ್ಲಿಮೇತರ ವಿದೇಶಿ ನಿವಾಸಿಗಳಿಗೆ [807, 1513, 1081, 1543]
ingredient-item: ಅರ್ಧ ಚಮಚ ಅರಿಶಿನ [1141, 1801, 1226, 1815]
colour-strip-left [44, 2378, 187, 2401]
onion-tips [233, 1245, 399, 2127]
colour-strip-right [1342, 2378, 1484, 2401]
ingredient-item: 2 ಚಮಚ ಬೆಳ್ಳುಳ್ಳಿ ಪೇಸ್ಟ್ [1141, 1836, 1238, 1850]
onion-illustration [54, 1245, 229, 1478]
image-line1: INTERNATIONAL [294, 209, 531, 239]
anti-corruption-image [227, 185, 578, 523]
ingredient-item: 3-4 ಚಮಚ ಖಾರದ ಪುಡಿ [1141, 1747, 1246, 1762]
anti-corruption-banner [52, 130, 749, 179]
flag-headline: ತ್ರಿವರ್ಣ ಧ್ವಜ ಭಾರತದ ಹೆಮ್ಮೆ, ಸ್ವಾಭಿಮಾನದ ಸಂಕೇತ:ಸಿಎಂ [1170, 125, 1451, 201]
story7-col2: ಹಿಗಿನ ತಿಂಗಳುಗಳ ಕನಿಷ್ಠ 50,000 ರಿಯಾಲ್ (ಸುಮಾರು 12 ಲಕ್ಷ ರೂಪಾಯಿ) ಗಳಿಸುವ ಮುಸ್ಲಿಮೇತರ ವಿದೇಶಿ ನಿವಾಸಿಗಳು ಈಗ ರಿಯಾದ್‌ನಲ್ಲಿರುವ ಏಕೈಕ ಮದ್ಯದಂಗಡಿಯಿಂದ ಮದ್ಯ ಖರೀದಿಸಬಹುದು. ಸೌದಿ ಅರೇಬಿಯಾ ಆರ್ಥಿಕ ಸುಧಾರಣೆಯ ಭಾಗವಾಗಿ ಈ ಕ್ರಮ ಕೈಗೊಂಡಿದೆ. ಹೆಚ್ಚಿನ ವಿದೇಶಿ ಹೂಡಿಕೆ ಮತ್ತು ಪ್ರವಾಸಿಗರನ್ನು ಆಕರ್ಷಿಸುವುದು ಇದರ ಉದ್ದೇಶ. ಈಗ, ಸೌದಿ ಪ್ರೀಮಿಯಂ ರೆಸಿಡೆನ್ಸಿ ಹೊಂದಿರುವವರು ಕೂಡ ಮದ್ಯ ಖರೀದಿಸಬಹುದು. ಮಾಸಿಕ 12,500 ಕ್ಕೂ ಹೆಚ್ಚು ರಿಯಾಲ್ ವೇತನ ಪಡೆಯುವ ಉದ್ಯೋಗಿಗಳು ಖರೀದಿಸಲು ಅರ್ಹರು. [949, 1775, 1118, 2049]
food-banner-line1: ಖಾದ್ಯ ವೈವಿಧ್ಯ [1148, 1525, 1288, 1561]
tip-item: 3. ಹೃದಯರೋಗ: ಪ್ರತಿನಿತ್ಯ ಈರುಳ್ಳಿಯನ್ನು ಆಹಾರದಲ್ಲಿ ಸೇವಿಸುವುದರಿಂದ ಹೃದಯ ರೋಗ ಬರುವುದಿಲ್ಲ. [233, 1369, 368, 1440]
story7-col1: ರಿಯಾದ್,ಡಿ.9-ಸೌದಿ ಅರೇಬಿಯಾದಲ್ಲಿ ವಾಸಿಸುವ ಮುಸ್ಲಿಮೇತರ ವಿದೇಶಿ ನಿವಾಸಿಗಳಿಗೆ ಈಗ ಮದ್ಯ ಖರೀದಿಸಲು ಅನುಮತಿ ನೀಡಲಾಗಿದೆ. ಸೌದಿ ಅರೇಬಿಯಾದ ರಾಜಧಾನಿ ರಿಯಾದ್‌ನಲ್ಲಿರುವ ಏಕೈಕ ಮದ್ಯದಂಗಡಿ ಈಗ ಹೆಚ್ಚಿನ ಗ್ರಾಹಕರಿಗೆ ಸೇವೆ ನೀಡಲಿದೆ. ಮಾಸಿಕ ಆದಾಯ ಮಿತಿ ನಿಗದಿಪಡಿಸಲಾಗಿದೆ. ವರದಿಯ ಪ್ರಕಾರ, ವಿದೇಶಿ ರಾಜತಾಂತ್ರಿಕರಿಗೆ ಮಾತ್ರ ಮೀಸಲಾಗಿದ್ದ ಅಂಗಡಿಯನ್ನು ಈಗ ಇತರ ನಿವಾಸಿಗಳಿಗೂ ತೆರೆಯಲಾಗಿದೆ. [774, 1818, 938, 2037]
tesco-headline-sub: ಯೋಗಕ್ಷೇಮ ತಂಡದ ಉತ್ಸಾಹ ಆಚರಣೆ [451, 1652, 714, 1676]
tip-item: 7. ಚರ್ಮರೋಗ: ಈರುಳ್ಳಿ ರಸಕ್ಕೆ ಅರಿಶಿನ ಪುಡಿ ಸೇರಿಸಿ ಹಚ್ಚಿದರೆ ಚರ್ಮರೋಗ ಗುಣವಾಗುತ್ತದೆ. [233, 1615, 368, 1667]
paper-name: ಸಂಜೆ ವಾಣಿ [645, 83, 729, 109]
twitter-icon[interactable]: ✕ [214, 90, 225, 102]
saudi-headline-sub: ಮದ್ಯ ಖರೀದಿಗೆ ಅವಕಾಶ [827, 1549, 1061, 1584]
kanika-portrait [1310, 861, 1488, 1121]
usage-title: ಉಪಯೋಗ [62, 2086, 113, 2101]
health-column [52, 1047, 406, 2276]
food-headline: ಚಿಕನ್ 65 ಮಾಡುವ ವಿಧಾನ [1189, 1663, 1430, 1693]
story5-col2: ಖಾಯಂ ಗೊಂದಲಕ್ಕೆ ಸಿಲುಕದೆ ಅಧಿಕೃತ ಮಾಧ್ಯಮಗಳ ಮೂಲಕ ಮಾತ್ರ ಮಾಹಿತಿ ಪಡೆಯಬೇಕು. ಯಾರಾದರೂ ಹಣ ವರ್ಗಾವಣೆ ಕೇಳಿದರೆ ತಕ್ಷಣ ಸೈಬರ್ ಕ್ರೈಂ ಪೊಲೀಸರಿಗೆ ದೂರು ನೀಡಬೇಕು. ಬಂಜಲ್ ವನ್ ಗ್ರಾಹಕರ ಹಿತರಕ್ಷಣೆಗೆ ಸದಾ ಬದ್ಧವಾಗಿದೆ. ಹೂಡಿಕೆದಾರರು ಎಚ್ಚರಿಕೆಯಿಂದ ಇರಬೇಕು ಎಂದು ಕಂಪನಿ ಮನವಿ ಮಾಡಿದೆ. ಫೇಸ್ಬುಕ್, ಇನ್‌ಸ್ಟಾಗ್ರಾಂ ಮುಂತಾದ ವೇದಿಕೆಗಳಲ್ಲಿ ನಕಲಿ ಜಾಹೀರಾತುಗಳು ಹರಿದಾಡುತ್ತಿವೆ. ಇಂತಹ ಗುಂಪುಗಳಿಂದ ದೂರವಿರಿ. [587, 1134, 749, 1353]
ingredient-item: 3 ಹಸಿ ಮೆಣಸಿನಕಾಯಿ • 2 ಟೊಮೆಟೊ [1141, 1854, 1299, 1868]
divider-v1 [760, 130, 762, 820]
ingredient-item: 2 ದೊಡ್ಡ ಈರುಳ್ಳಿ [1141, 1783, 1210, 1797]
tesco-headline-top: ಟೆಸ್ಕೊ ಕ್ರೀಡಾ ಮನೋಭಾವ, [462, 1612, 703, 1642]
image-line2: ANTI-CORRUPTION [279, 240, 499, 308]
anti-corruption-headline: ಇಂದು ಅಂತರರಾಷ್ಟ್ರೀಯ ಭ್ರಷ್ಟಾಚಾರ ವಿರೋಧಿ ದಿನ [139, 136, 662, 173]
food-banner [1133, 1507, 1486, 1656]
story6-col1: ಬೆಂಗಳೂರು,ಡಿ.9: ಟೆಸ್ಕೊ ಪ್ರೀಮಿಯರ್ ಲೀಗ್ 2019 ರಲ್ಲಿ ಪ್ರಾರಂಭವಾದಾಗಿನಿಂದ, ಟೆಸ್ಕೊ ಬೆಂಗಳೂರಿನಾದ್ಯಂತ ಕ್ರಿಕೆಟ್ ಬಗ್ಗೆ ಉತ್ಸಾಹ ಹೆಚ್ಚಿಸಿದೆ. ಸಾಮೂಹಿಕ ಕ್ರೀಡಾ ಮನೋಭಾವ, ಯೋಗಕ್ಷೇಮ ಮತ್ತು ತಂಡದ ಉತ್ಸಾಹದ ಆಚರಣೆಯಾಗಿ ಈ ಸರಣಿ ಬೆಳೆದಿದೆ. ಮಾರ್ಗದರ್ಶನ ಮತ್ತು ಯೋಗಕ್ಷೇಮವನ್ನು ಬೆಳೆಸಲು ಈ ಕಾರ್ಯಕ್ರಮ ಸಹಕಾರಿಯಾಗಿದೆ. 2019 ರಲ್ಲಿ ಲೀಡರ್-ವಾರ್ ಕ್ರಿಕೆಟ್‌ನೊಂದಿಗೆ ಪ್ರಾರಂಭವಾದ ಪ್ರಯಾಣ 2022 ರಲ್ಲಿ ಟೆಸ್ಕೊ ಮಹಿಳಾ ಕ್ರಿಕೆಟ್ ಲೀಗ್ ಆರಂಭದವರೆಗೆ ವಿಸ್ತರಿಸಿದೆ. [417, 1692, 578, 1948]
tip-item: 8. ಕಣ್ಣುಗಳು: ಈರುಳ್ಳಿ ರಸ ಕಣ್ಣಿನ ದೃಷ್ಟಿ ಸುಧಾರಿಸಲು ಸಹಾಯಕ. [233, 1677, 397, 1710]
ingredient-item: 3 ಈರುಳ್ಳಿ • 2 ಚಮಚ ಶುಂಠಿ ಪೇಸ್ಟ್ [1141, 1819, 1289, 1833]
masthead [0, 0, 1532, 111]
ingredients-list [1141, 1728, 1370, 1888]
image-ribbon: DECEMBER 9 [314, 454, 520, 501]
